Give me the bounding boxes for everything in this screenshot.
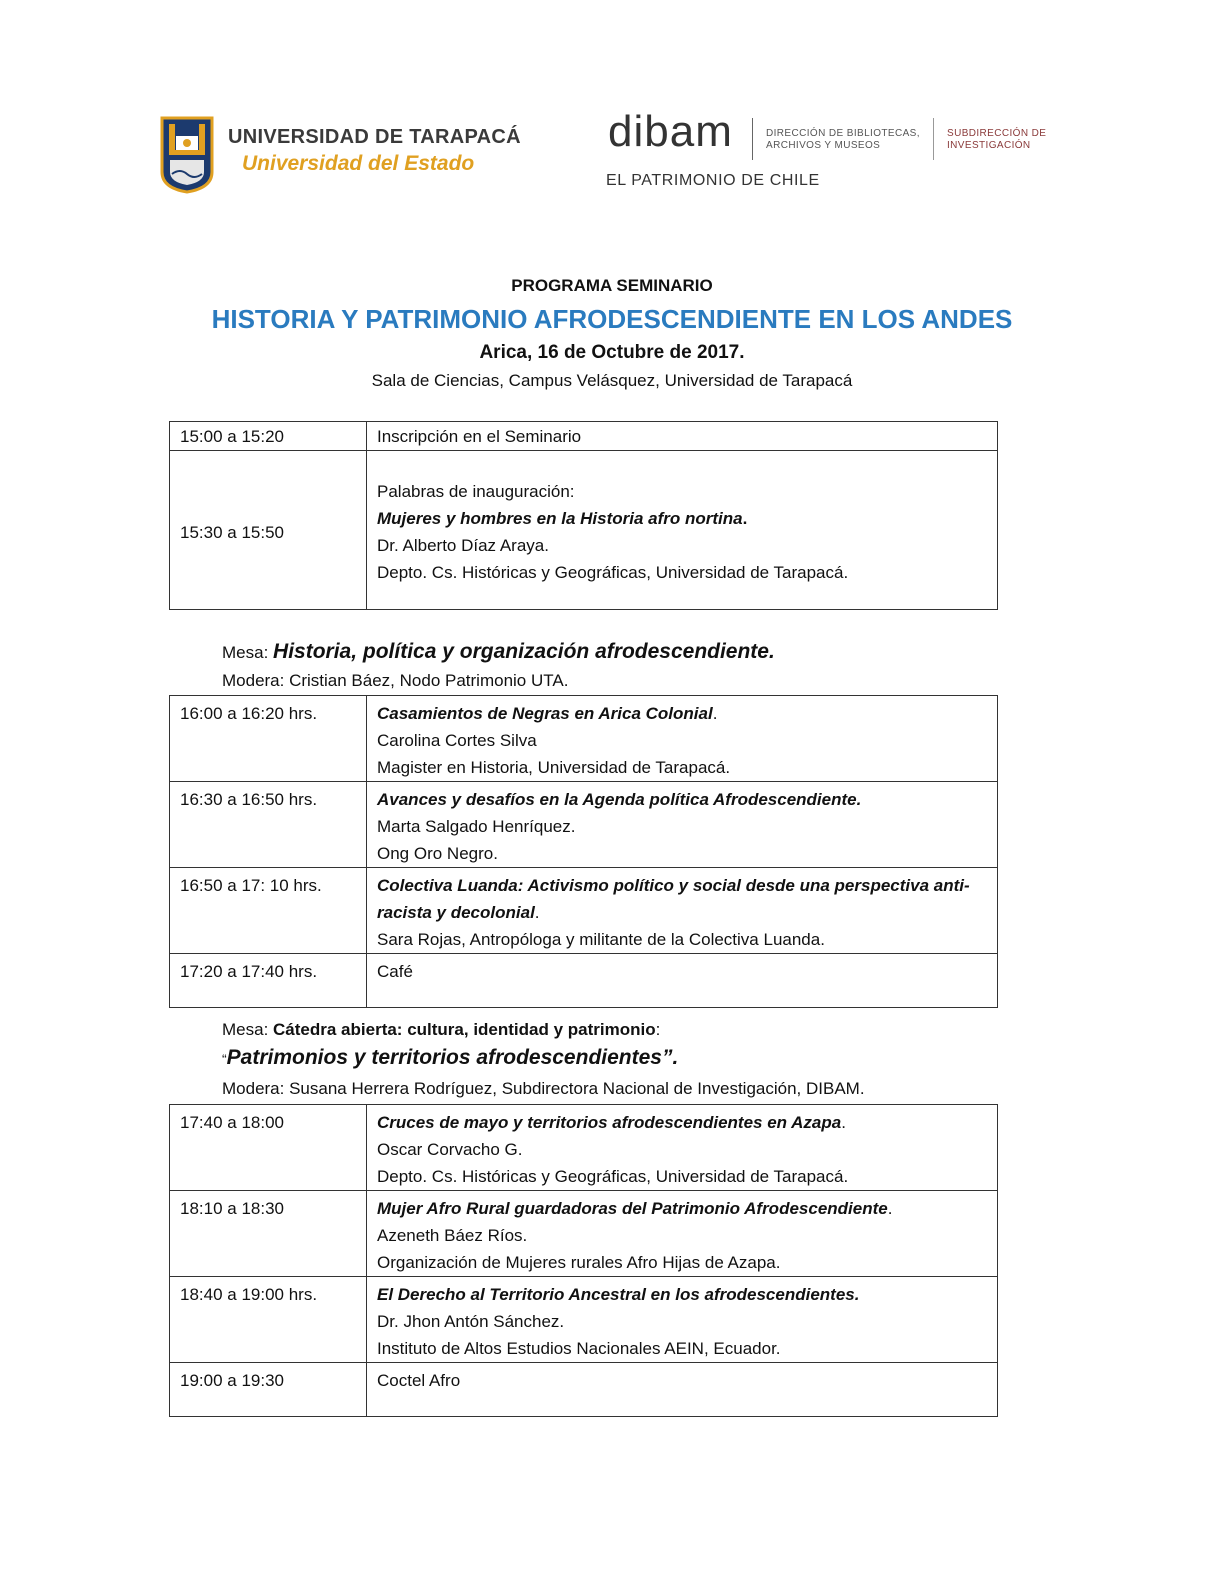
mesa-label: Mesa: (222, 1020, 274, 1039)
mesa-title-colon: : (655, 1020, 661, 1039)
dibam-subdirection (947, 128, 1067, 152)
dibam-tagline (766, 128, 936, 152)
talk-title: El Derecho al Territorio Ancestral en los afrodescendientes. (377, 1285, 860, 1304)
dibam-tagline-line: DIRECCIÓN DE BIBLIOTECAS, (766, 128, 920, 139)
moderator: Modera: Susana Herrera Rodríguez, Subdirectora Nacional de Investigación, DIBAM. (222, 1079, 865, 1098)
opening-table (169, 421, 998, 610)
uta-subtitle: Universidad del Estado (242, 152, 475, 175)
uta-name: UNIVERSIDAD DE TARAPACÁ (228, 126, 521, 148)
program-label: PROGRAMA SEMINARIO (511, 276, 713, 295)
speaker: Oscar Corvacho G. (377, 1140, 523, 1159)
dibam-tagline-line: ARCHIVOS Y MUSEOS (766, 140, 881, 151)
time-cell: 15:30 a 15:50 (170, 451, 367, 610)
moderator: Modera: Cristian Báez, Nodo Patrimonio UTA. (222, 671, 569, 690)
seminar-venue: Sala de Ciencias, Campus Velásquez, Universidad de Tarapacá (371, 371, 853, 390)
talk-title: Casamientos de Negras en Arica Colonial (377, 704, 713, 723)
table-row (170, 954, 998, 1008)
dibam-subdirection-line: INVESTIGACIÓN (947, 140, 1031, 151)
mesa2-table (169, 1104, 998, 1417)
activity-cell (367, 868, 998, 954)
affiliation: Depto. Cs. Históricas y Geográficas, Universidad de Tarapacá. (377, 563, 849, 582)
activity-cell (367, 1191, 998, 1277)
talk-title-line (377, 1109, 987, 1136)
time-cell: 18:10 a 18:30 (170, 1191, 367, 1277)
mesa-title: Historia, política y organización afrodescendiente. (273, 640, 775, 663)
time-cell: 16:50 a 17: 10 hrs. (170, 868, 367, 954)
speaker: Dr. Alberto Díaz Araya. (377, 536, 549, 555)
affiliation: Magister en Historia, Universidad de Tarapacá. (377, 758, 731, 777)
affiliation: Instituto de Altos Estudios Nacionales AEIN, Ecuador. (377, 1339, 781, 1358)
activity-cell: Café (367, 954, 998, 1008)
quote-mark: “ (222, 1051, 227, 1067)
seminar-date: Arica, 16 de Octubre de 2017. (479, 342, 745, 363)
time-cell: 17:20 a 17:40 hrs. (170, 954, 367, 1008)
talk-title-end: . (887, 1199, 893, 1218)
table-row (170, 868, 998, 954)
mesa-label: Mesa: (222, 643, 274, 662)
time-cell: 16:30 a 16:50 hrs. (170, 782, 367, 868)
dibam-logo: dibam (608, 107, 733, 156)
speaker: Carolina Cortes Silva (377, 731, 537, 750)
speaker: Azeneth Báez Ríos. (377, 1226, 528, 1245)
talk-title: Avances y desafíos en la Agenda política Afrodescendiente. (377, 790, 862, 809)
talk-title-line (377, 505, 987, 532)
talk-title-line (377, 872, 987, 926)
activity-cell (367, 1105, 998, 1191)
activity-cell (367, 1277, 998, 1363)
table-row (170, 1363, 998, 1417)
affiliation: Organización de Mujeres rurales Afro Hijas de Azapa. (377, 1253, 781, 1272)
speaker: Dr. Jhon Antón Sánchez. (377, 1312, 565, 1331)
activity-cell (367, 696, 998, 782)
table-row (170, 1105, 998, 1191)
mesa-title: Cátedra abierta: cultura, identidad y patrimonio (273, 1020, 656, 1039)
table-row (170, 1277, 998, 1363)
talk-title: Mujeres y hombres en la Historia afro nortina (377, 509, 743, 528)
table-row (170, 451, 998, 610)
time-cell: 16:00 a 16:20 hrs. (170, 696, 367, 782)
time-cell: 18:40 a 19:00 hrs. (170, 1277, 367, 1363)
talk-title: Colectiva Luanda: Activismo político y social desde una perspectiva anti-racista y decolonial (377, 876, 970, 922)
talk-title-end: . (841, 1113, 846, 1132)
table-row (170, 782, 998, 868)
time-cell: 17:40 a 18:00 (170, 1105, 367, 1191)
mesa1-table (169, 695, 998, 1008)
talk-title-line (377, 700, 987, 727)
activity-cell: Inscripción en el Seminario (367, 422, 998, 451)
talk-title-end: . (534, 903, 540, 922)
divider (752, 118, 753, 160)
mesa-heading (222, 640, 775, 664)
divider (933, 118, 934, 160)
talk-title: Mujer Afro Rural guardadoras del Patrimonio Afrodescendiente (377, 1199, 888, 1218)
seminar-title: HISTORIA Y PATRIMONIO AFRODESCENDIENTE EN LOS ANDES (211, 304, 1013, 334)
table-row (170, 696, 998, 782)
table-row (170, 422, 998, 451)
time-cell: 19:00 a 19:30 (170, 1363, 367, 1417)
activity-cell (367, 451, 998, 610)
table-row (170, 1191, 998, 1277)
talk-title-line (377, 1195, 987, 1222)
mesa-subtitle-text: Patrimonios y territorios afrodescendientes”. (226, 1046, 679, 1069)
dibam-subdirection-line: SUBDIRECCIÓN DE (947, 128, 1047, 139)
time-cell: 15:00 a 15:20 (170, 422, 367, 451)
speaker: Sara Rojas, Antropóloga y militante de la Colectiva Luanda. (377, 930, 825, 949)
activity-line: Palabras de inauguración: (377, 482, 575, 501)
talk-title: Cruces de mayo y territorios afrodescendientes en Azapa (377, 1113, 842, 1132)
affiliation: Ong Oro Negro. (377, 844, 498, 863)
activity-cell (367, 782, 998, 868)
talk-title-end: . (742, 509, 748, 528)
dibam-motto: EL PATRIMONIO DE CHILE (606, 172, 820, 189)
talk-title-end: . (712, 704, 718, 723)
activity-cell: Coctel Afro (367, 1363, 998, 1417)
affiliation: Depto. Cs. Históricas y Geográficas, Universidad de Tarapacá. (377, 1167, 849, 1186)
mesa-subtitle (222, 1046, 678, 1070)
uta-shield-logo (160, 116, 214, 194)
speaker: Marta Salgado Henríquez. (377, 817, 576, 836)
mesa-heading (222, 1020, 660, 1040)
